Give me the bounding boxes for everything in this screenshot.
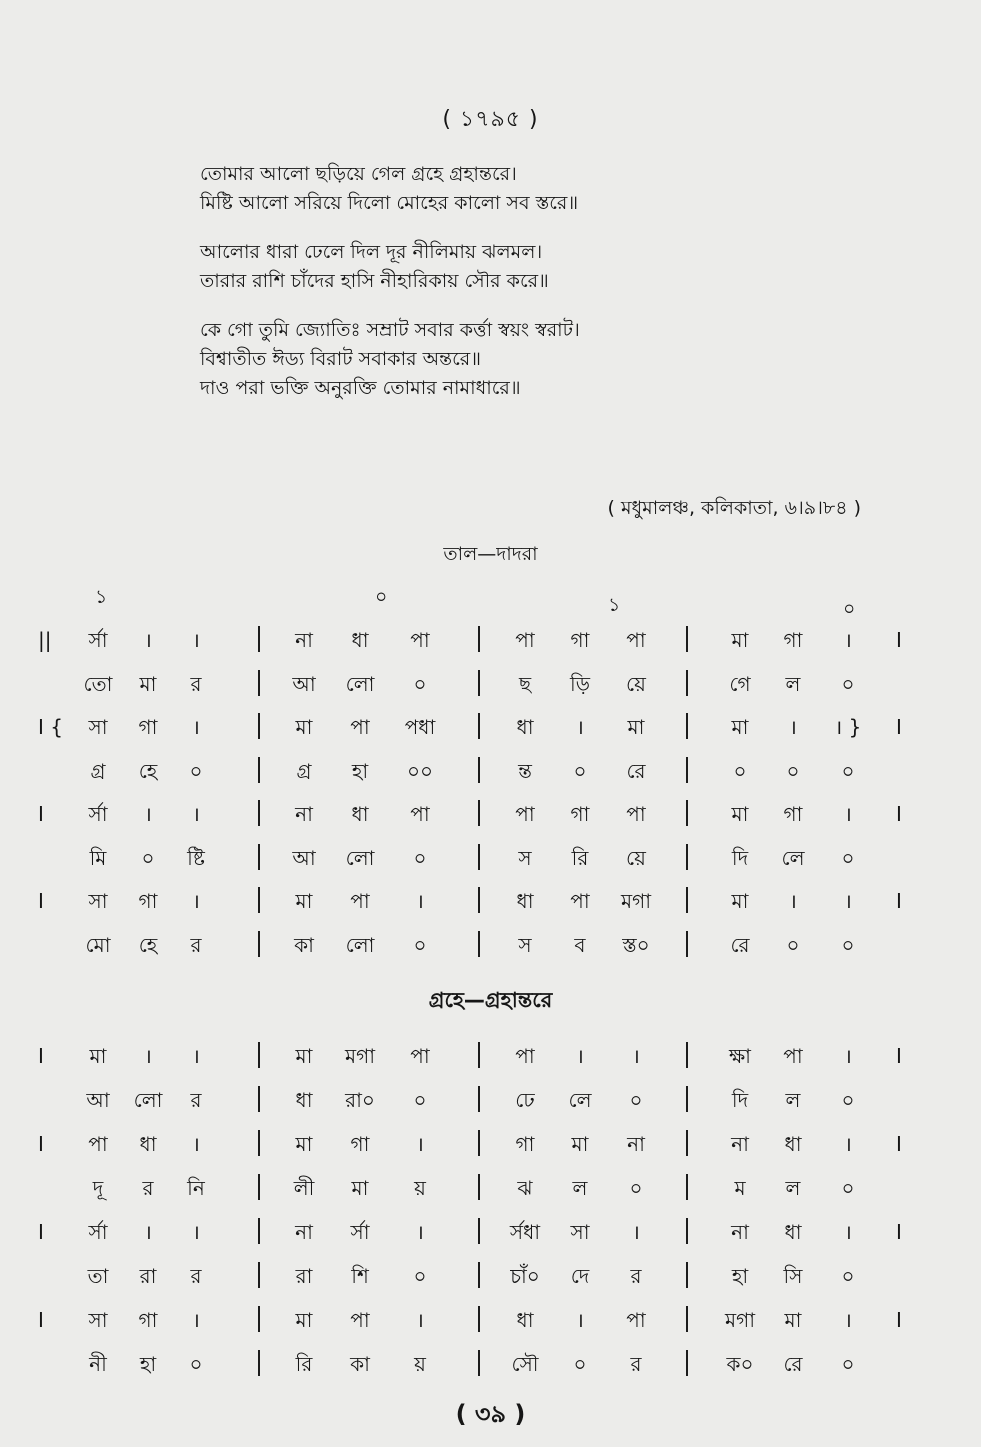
beat-divider: [478, 1086, 480, 1112]
notation-cell: লো: [345, 671, 375, 696]
beat-divider: [258, 1218, 260, 1244]
notation-row: [0, 883, 981, 919]
notation-cell: গা: [138, 1308, 158, 1332]
notation-row: [0, 1346, 981, 1382]
beat-divider: [258, 887, 260, 913]
beat-divider: [258, 713, 260, 739]
notation-cell: কা: [350, 1352, 370, 1376]
notation-cell: পধা: [404, 715, 436, 739]
notation-row: [0, 1214, 981, 1250]
notation-barline-left: I: [38, 1044, 44, 1068]
notation-cell: ।: [576, 1044, 584, 1068]
notation-cell: ।: [192, 1220, 200, 1244]
notation-cell: লী: [293, 1176, 315, 1200]
notation-cell: মগা: [620, 889, 651, 913]
notation-cell: ষ্টি: [187, 845, 205, 870]
notation-cell: ০: [413, 932, 427, 957]
notation-cell: রে: [626, 758, 646, 783]
lyric-stanza-1: [200, 160, 920, 218]
notation-cell: র: [142, 1176, 154, 1200]
lyric-line: বিশ্বাতীত ঈড্য বিরাট সবাকার অন্তরে॥: [200, 348, 481, 370]
notation-cell: ।: [144, 802, 152, 826]
notation-cell: স: [518, 845, 532, 870]
notation-cell: স্ত০: [622, 932, 650, 957]
notation-row: [0, 840, 981, 876]
notation-cell: না: [295, 1220, 313, 1244]
notation-cell: ।: [576, 715, 584, 739]
notation-cell: ড়ি: [569, 671, 590, 696]
notation-cell: র্সা: [88, 1220, 108, 1244]
notation-cell: সা: [88, 715, 108, 739]
beat-divider: [686, 1262, 688, 1288]
lyric-line: দাও পরা ভক্তি অনুরক্তি তোমার নামাধারে॥: [200, 377, 521, 399]
notation-cell: ০: [733, 758, 747, 783]
notation-cell: আ: [86, 1088, 110, 1112]
beat-divider: [478, 844, 480, 870]
section-heading: গ্রহে—গ্রহান্তরে: [428, 988, 553, 1012]
notation-cell: মা: [571, 1132, 589, 1156]
beat-divider: [478, 1042, 480, 1068]
notation-cell: গা: [570, 628, 590, 652]
notation-cell: ।: [192, 1044, 200, 1068]
notation-cell: ।: [192, 889, 200, 913]
beat-divider: [258, 844, 260, 870]
notation-cell: পা: [350, 1308, 370, 1332]
notation-cell: মা: [731, 715, 749, 739]
notation-cell: ধা: [516, 1308, 534, 1332]
beat-divider: [258, 1174, 260, 1200]
beat-divider: [478, 1130, 480, 1156]
lyric-line: আলোর ধারা ঢেলে দিল দূর নীলিমায় ঝলমল।: [200, 241, 543, 263]
notation-cell: না: [731, 1132, 749, 1156]
notation-cell: মা: [731, 628, 749, 652]
notation-cell: গ্র: [296, 758, 312, 783]
notation-cell: মা: [295, 889, 313, 913]
notation-cell: র: [190, 932, 202, 957]
notation-cell: ।: [192, 715, 200, 739]
notation-cell: ।: [844, 1044, 852, 1068]
notation-barline-left: ||: [38, 628, 52, 652]
beat-divider: [478, 1350, 480, 1376]
notation-cell: ঝ: [517, 1176, 533, 1200]
notation-row: [0, 666, 981, 702]
notation-cell: ।: [789, 715, 797, 739]
notation-cell: রা: [139, 1264, 157, 1288]
notation-barline-right: I: [896, 802, 902, 826]
notation-cell: ।: [416, 1220, 424, 1244]
beat-divider: [686, 1130, 688, 1156]
beat-divider: [686, 1306, 688, 1332]
notation-cell: হে: [138, 758, 158, 783]
notation-row: [0, 622, 981, 658]
notation-row: [0, 1038, 981, 1074]
notation-cell: ধা: [351, 802, 369, 826]
notation-cell: মা: [295, 1132, 313, 1156]
notation-cell: সা: [570, 1220, 590, 1244]
notation-barline-left: I: [38, 802, 44, 826]
notation-row: [0, 1302, 981, 1338]
notation-barline-right: I: [896, 715, 902, 739]
notation-cell: মা: [351, 1176, 369, 1200]
notation-cell: পা: [783, 1044, 803, 1068]
beat-divider: [686, 1174, 688, 1200]
beat-divider: [258, 800, 260, 826]
notation-cell: গা: [515, 1132, 535, 1156]
notation-cell: মা: [731, 802, 749, 826]
notation-barline-right: I: [896, 628, 902, 652]
notation-cell: মগা: [724, 1308, 755, 1332]
notation-cell: সি: [783, 1264, 803, 1288]
page-number: ( ৩৯ ): [455, 1400, 526, 1428]
notation-cell: ০: [189, 758, 203, 783]
notation-cell: পা: [570, 889, 590, 913]
lyric-line: তারার রাশি চাঁদের হাসি নীহারিকায় সৌর করে॥: [200, 270, 549, 292]
notation-cell: গা: [350, 1132, 370, 1156]
lyric-line: তোমার আলো ছড়িয়ে গেল গ্রহে গ্রহান্তরে।: [200, 163, 517, 185]
notation-cell: লো: [345, 932, 375, 957]
notation-cell: পা: [515, 802, 535, 826]
notation-cell: স: [518, 932, 532, 957]
notation-cell: আ: [292, 671, 316, 696]
beat-divider: [478, 1306, 480, 1332]
notation-cell: রা: [295, 1264, 313, 1288]
notation-cell: ধা: [139, 1132, 157, 1156]
beat-divider: [258, 1042, 260, 1068]
notation-cell: মি: [89, 845, 107, 870]
beat-divider: [478, 713, 480, 739]
notation-cell: হা: [139, 1352, 157, 1376]
notation-cell: ।: [632, 1220, 640, 1244]
notation-cell: ল: [572, 1176, 588, 1200]
notation-cell: গা: [570, 802, 590, 826]
notation-cell: ল: [785, 671, 801, 696]
beat-divider: [478, 1262, 480, 1288]
notation-cell: ০: [841, 1088, 855, 1112]
beat-divider: [258, 931, 260, 957]
notation-cell: ধা: [784, 1220, 802, 1244]
notation-cell: পা: [626, 628, 646, 652]
notation-cell: ০: [573, 758, 587, 783]
notation-cell: ব: [574, 932, 586, 957]
beat-divider: [258, 1350, 260, 1376]
beat-divider: [478, 757, 480, 783]
notation-cell: ।: [192, 802, 200, 826]
notation-cell: ।: [576, 1308, 584, 1332]
notation-cell: লে: [781, 845, 805, 870]
beat-divider: [258, 1130, 260, 1156]
notation-barline-left: I: [38, 1308, 44, 1332]
notation-cell: রে: [730, 932, 750, 957]
notation-cell: ।: [844, 889, 852, 913]
beat-divider: [258, 1086, 260, 1112]
beat-divider: [478, 1218, 480, 1244]
notation-cell: ন্ত: [518, 758, 532, 783]
notation-cell: দি: [731, 845, 749, 870]
beat-divider: [478, 800, 480, 826]
notation-cell: ।: [192, 1308, 200, 1332]
notation-cell: ০: [189, 1352, 203, 1376]
notation-cell: ধা: [516, 889, 534, 913]
notation-cell: য়: [414, 1352, 426, 1376]
beat-divider: [478, 887, 480, 913]
lyric-stanza-2: [200, 238, 920, 296]
notation-cell: দে: [570, 1264, 590, 1288]
notation-cell: আ: [292, 845, 316, 870]
notation-cell: ।: [144, 628, 152, 652]
notation-cell: মগা: [344, 1044, 375, 1068]
notation-barline-right: I: [896, 1044, 902, 1068]
notation-cell: রা০: [345, 1088, 375, 1112]
notation-cell: ০: [629, 1176, 643, 1200]
notation-cell: র: [190, 671, 202, 696]
notation-cell: র: [190, 1264, 202, 1288]
notation-cell: ।: [789, 889, 797, 913]
notation-cell: সা: [88, 889, 108, 913]
beat-divider: [686, 670, 688, 696]
notation-cell: তো: [83, 671, 113, 696]
notation-barline-right: I: [896, 1220, 902, 1244]
notation-cell: ০: [141, 845, 155, 870]
beat-divider: [258, 626, 260, 652]
notation-cell: ০: [413, 845, 427, 870]
beat-divider: [258, 1306, 260, 1332]
notation-cell: কা: [294, 932, 314, 957]
notation-cell: পা: [88, 1132, 108, 1156]
notation-cell: ক০: [726, 1352, 754, 1376]
notation-barline-left: I: [38, 1220, 44, 1244]
lyric-stanza-3: [200, 316, 920, 403]
notation-cell: ঢে: [515, 1088, 535, 1112]
notation-cell: দূ: [92, 1176, 104, 1200]
notation-cell: হে: [138, 932, 158, 957]
notation-cell: মা: [627, 715, 645, 739]
notation-cell: ।: [844, 628, 852, 652]
notation-cell: য়ে: [626, 845, 646, 870]
beat-divider: [258, 757, 260, 783]
notation-cell: ০: [413, 1088, 427, 1112]
notation-cell: চাঁ০: [510, 1264, 540, 1288]
notation-cell: র: [630, 1352, 642, 1376]
beat-divider: [478, 626, 480, 652]
notation-cell: ল: [785, 1176, 801, 1200]
source-citation: ( মধুমালঞ্চ, কলিকাতা, ৬।৯।৮৪ ): [607, 497, 861, 519]
beat-mark: ১: [95, 586, 108, 608]
notation-barline-right: I: [896, 1308, 902, 1332]
notation-cell: দি: [731, 1088, 749, 1112]
notation-cell: হা: [731, 1264, 749, 1288]
notation-cell: র্সা: [88, 802, 108, 826]
notation-cell: পা: [410, 802, 430, 826]
beat-mark: ০: [375, 586, 388, 608]
notation-row: [0, 709, 981, 745]
notation-cell: ।: [192, 628, 200, 652]
notation-cell: ০: [413, 1264, 427, 1288]
notation-cell: র: [190, 1088, 202, 1112]
notation-barline-right: I: [896, 889, 902, 913]
notation-cell: ০: [841, 671, 855, 696]
beat-divider: [478, 1174, 480, 1200]
notation-cell: মা: [295, 1044, 313, 1068]
notation-cell: ধা: [295, 1088, 313, 1112]
notation-cell: ।: [844, 1220, 852, 1244]
notation-cell: ল: [785, 1088, 801, 1112]
notation-cell: ।: [632, 1044, 640, 1068]
notation-cell: ০: [841, 845, 855, 870]
notation-cell: লো: [345, 845, 375, 870]
notation-cell: ম: [734, 1176, 746, 1200]
notation-row: [0, 796, 981, 832]
lyrics-block: [200, 160, 920, 403]
notation-cell: ।: [844, 802, 852, 826]
notation-cell: রি: [571, 845, 589, 870]
notation-cell: ০: [573, 1352, 587, 1376]
notation-cell: ধা: [516, 715, 534, 739]
notation-cell: নী: [89, 1352, 107, 1376]
notation-cell: ক্ষা: [728, 1044, 751, 1068]
notation-cell: ০: [841, 758, 855, 783]
notation-cell: রি: [295, 1352, 313, 1376]
song-number: ( ১৭৯৫ ): [442, 107, 539, 132]
notation-cell: পা: [410, 628, 430, 652]
notation-cell: নি: [187, 1176, 205, 1200]
notation-barline-left: I {: [38, 715, 63, 739]
notation-cell: হা: [351, 758, 369, 783]
notation-cell: ।: [144, 1044, 152, 1068]
notation-cell: ।: [144, 1220, 152, 1244]
notation-cell: ধা: [351, 628, 369, 652]
notation-cell: পা: [410, 1044, 430, 1068]
notation-cell: য়ে: [626, 671, 646, 696]
notation-cell: ।: [416, 889, 424, 913]
notation-cell: পা: [515, 1044, 535, 1068]
notation-cell: ০০: [406, 758, 433, 783]
notation-cell: র্সধা: [509, 1220, 541, 1244]
notation-cell: ধা: [784, 1132, 802, 1156]
notation-cell: ।: [844, 1132, 852, 1156]
notation-row: [0, 1258, 981, 1294]
notation-cell: পা: [626, 802, 646, 826]
notation-cell: মা: [784, 1308, 802, 1332]
notation-cell: র্সা: [88, 628, 108, 652]
notation-cell: মা: [89, 1044, 107, 1068]
notation-barline-left: I: [38, 889, 44, 913]
tala-label: তাল—দাদরা: [443, 543, 538, 565]
notation-row: [0, 927, 981, 963]
notation-cell: গা: [138, 715, 158, 739]
notation-cell: সৌ: [511, 1352, 539, 1376]
notation-cell: না: [295, 628, 313, 652]
notation-cell: ০: [841, 1176, 855, 1200]
beat-divider: [258, 670, 260, 696]
notation-cell: ।: [416, 1132, 424, 1156]
beat-divider: [686, 1086, 688, 1112]
notation-cell: মা: [295, 715, 313, 739]
notation-cell: না: [731, 1220, 749, 1244]
notation-cell: পা: [350, 889, 370, 913]
notation-cell: মা: [295, 1308, 313, 1332]
beat-divider: [686, 800, 688, 826]
notation-cell: ছ: [518, 671, 532, 696]
notation-cell: না: [627, 1132, 645, 1156]
notation-cell: পা: [350, 715, 370, 739]
notation-cell: রে: [783, 1352, 803, 1376]
lyric-line: মিষ্টি আলো সরিয়ে দিলো মোহের কালো সব স্তরে॥: [200, 192, 579, 214]
notation-cell: তা: [87, 1264, 109, 1288]
notation-cell: লো: [133, 1088, 163, 1112]
notation-cell: ০: [629, 1088, 643, 1112]
notation-cell: ০: [786, 932, 800, 957]
notation-cell: ০: [413, 671, 427, 696]
beat-divider: [686, 757, 688, 783]
notation-cell: গা: [783, 802, 803, 826]
beat-divider: [686, 713, 688, 739]
notation-cell: মা: [139, 671, 157, 696]
notation-cell: গে: [729, 671, 751, 696]
beat-divider: [258, 1262, 260, 1288]
notation-cell: শি: [351, 1264, 369, 1288]
notation-row: [0, 753, 981, 789]
notation-barline-right: I: [896, 1132, 902, 1156]
notation-cell: । }: [834, 715, 862, 739]
notation-cell: ।: [416, 1308, 424, 1332]
notation-cell: না: [295, 802, 313, 826]
notation-cell: লে: [568, 1088, 592, 1112]
notation-cell: ০: [841, 1352, 855, 1376]
beat-divider: [686, 844, 688, 870]
notation-cell: য়: [414, 1176, 426, 1200]
notation-cell: ।: [844, 1308, 852, 1332]
notation-cell: গা: [138, 889, 158, 913]
notation-cell: মা: [731, 889, 749, 913]
notation-cell: পা: [515, 628, 535, 652]
notation-cell: মো: [85, 932, 111, 957]
beat-divider: [478, 670, 480, 696]
notation-cell: ০: [841, 1264, 855, 1288]
beat-divider: [478, 931, 480, 957]
notation-row: [0, 1170, 981, 1206]
beat-divider: [686, 931, 688, 957]
notation-cell: ০: [786, 758, 800, 783]
notation-cell: গ্র: [90, 758, 106, 783]
beat-divider: [686, 1350, 688, 1376]
beat-divider: [686, 626, 688, 652]
notation-row: [0, 1082, 981, 1118]
lyric-line: কে গো তুমি জ্যোতিঃ সম্রাট সবার কর্ত্তা স্বয়ং স্বরাট।: [200, 319, 580, 341]
notation-cell: পা: [626, 1308, 646, 1332]
beat-divider: [686, 1218, 688, 1244]
notation-cell: ০: [841, 932, 855, 957]
notation-cell: গা: [783, 628, 803, 652]
notation-barline-left: I: [38, 1132, 44, 1156]
notation-cell: র্সা: [350, 1220, 370, 1244]
notation-cell: সা: [88, 1308, 108, 1332]
beat-divider: [686, 1042, 688, 1068]
notation-cell: র: [630, 1264, 642, 1288]
notation-cell: ।: [192, 1132, 200, 1156]
notation-row: [0, 1126, 981, 1162]
beat-mark: ০: [843, 598, 856, 620]
beat-divider: [686, 887, 688, 913]
beat-marks-row: [0, 583, 981, 620]
beat-mark: ১: [608, 594, 621, 616]
